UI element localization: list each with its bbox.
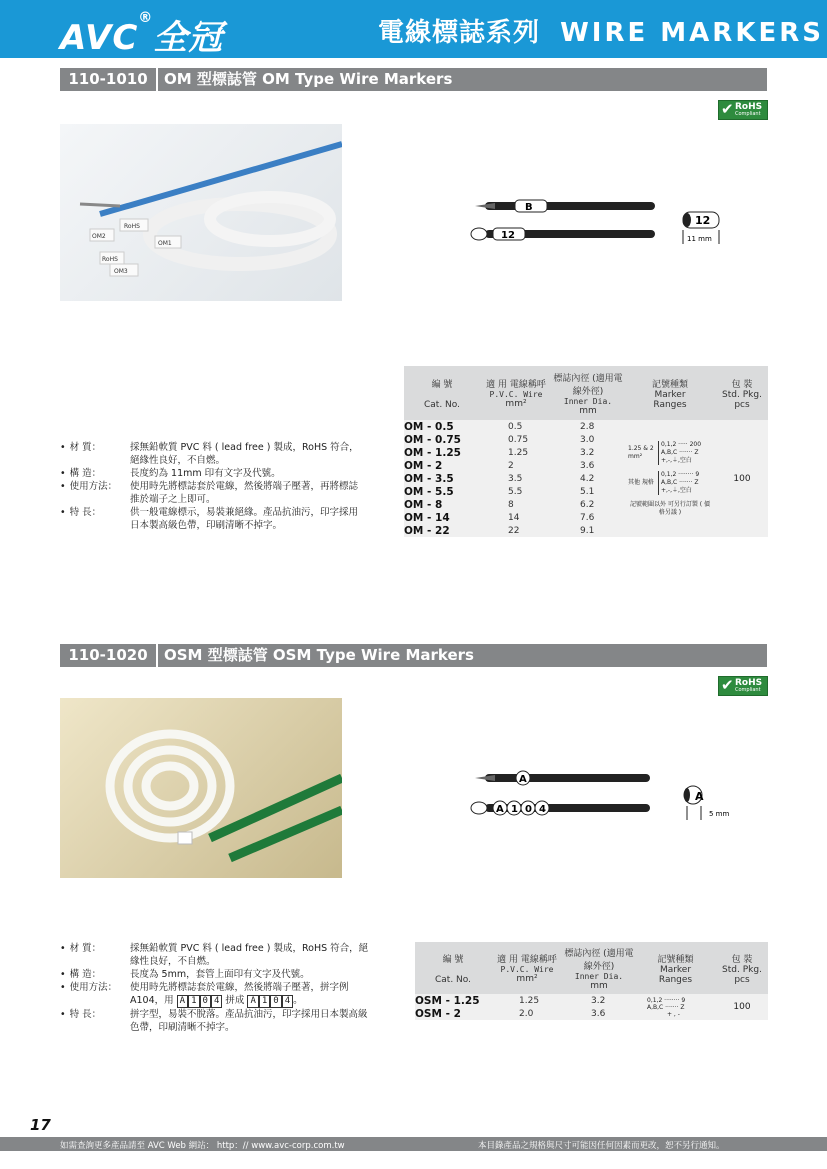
footer-bar	[0, 1137, 827, 1151]
osm-spec-table	[415, 942, 768, 1020]
th-marker: 記號種類 Marker Ranges	[624, 366, 716, 420]
svg-text:12: 12	[695, 214, 711, 227]
om-title: OM 型標誌管 OM Type Wire Markers	[164, 70, 453, 88]
th-pkg: 包 裝 Std. Pkg. pcs	[716, 942, 768, 994]
svg-text:RoHS: RoHS	[124, 223, 140, 230]
svg-text:RoHS: RoHS	[102, 256, 118, 263]
rohs-badge: ✔ RoHS Compliant	[718, 100, 768, 120]
svg-text:OM3: OM3	[114, 268, 128, 275]
table-row: OSM - 2 2.0 3.6	[415, 1007, 606, 1020]
th-wire: 適 用 電線稱呼 P.V.C. Wire mm²	[480, 366, 552, 420]
svg-text:0: 0	[525, 804, 532, 815]
th-dia: 標誌內徑 (適用電線外徑) Inner Dia. mm	[563, 942, 635, 994]
svg-text:A: A	[695, 790, 704, 803]
osm-section-bar	[60, 644, 767, 667]
svg-text:11 mm: 11 mm	[687, 235, 712, 243]
svg-text:12: 12	[501, 230, 515, 241]
footer-right: 本目錄產品之規格與尺寸可能因任何因素而更改，恕不另行通知。	[478, 1141, 725, 1151]
table-row: OM - 3.5 3.5 4.2	[404, 472, 595, 485]
th-cat: 編 號 Cat. No.	[415, 942, 491, 994]
table-row: OM - 14 14 7.6	[404, 511, 595, 524]
page-number: 17	[30, 1116, 51, 1134]
feature-row: • 材 質： 採無鉛軟質 PVC 料 ( lead free ) 製成，RoHS 符合，絕緣性良好，不自燃。	[60, 943, 369, 967]
svg-text:OM2: OM2	[92, 233, 106, 240]
om-product-photo	[60, 124, 342, 301]
series-title: 電線標誌系列 WIRE MARKERS	[378, 18, 824, 48]
svg-text:4: 4	[539, 804, 546, 815]
table-row: OM - 1.25 1.25 3.2	[404, 446, 595, 459]
om-features	[60, 441, 360, 532]
brand-logo: AVC®全冠	[60, 10, 224, 58]
marker-ranges: 0,1,2 ········ 9 A,B,C ······· Z + , -	[647, 996, 686, 1018]
feature-row: • 特 長： 供一般電線標示，易裝兼絕緣。產品抗油污，印字採用日本製高級色帶，印刷清晰不掉字。	[60, 507, 359, 531]
svg-text:1: 1	[511, 804, 518, 815]
rohs-badge: ✔ RoHS Compliant	[718, 676, 768, 696]
om-spec-table	[404, 366, 768, 537]
feature-row: • 構 造： 長度約為 11mm 印有文字及代號。	[60, 468, 281, 479]
table-row: OM - 0.75 0.75 3.0	[404, 433, 595, 446]
table-row: OSM - 1.25 1.25 3.2 0,1,2 ········ 9 A,B,C ······· Z + , - 100	[415, 994, 768, 1007]
feature-row: • 使用方法： 使用時先將標誌套於電線，然後將端子壓著，再將標誌推於端子之上即可。	[60, 481, 359, 505]
om-section-bar	[60, 68, 767, 91]
feature-row: • 材 質： 採無鉛軟質 PVC 料 ( lead free ) 製成，RoHS 符合，絕緣性良好，不自燃。	[60, 442, 359, 466]
th-cat: 編 號 Cat. No.	[404, 366, 480, 420]
om-code: 110-1010	[60, 68, 158, 91]
marker-ranges: 1.25 & 2 mm² 0,1,2 ····· 200 A,B,C ······· Z +,-,⏚,空白 其他 規格 0,1,2 ········ 9 A,B,C ······· Z +,-,⏚,空白 記號範圍以外 可另行訂製 ( 價格另議 )	[628, 440, 711, 516]
svg-text:5 mm: 5 mm	[709, 810, 730, 818]
om-photo-illustration	[60, 124, 342, 301]
th-marker: 記號種類 Marker Ranges	[635, 942, 716, 994]
svg-text:B: B	[525, 202, 533, 213]
svg-text:A: A	[519, 774, 527, 785]
table-row: OM - 0.5 0.5 2.8 1.25 & 2 mm² 0,1,2 ····· 200 A,B,C ······· Z +,-,⏚,空白 其他 規格 0,1,2 ········ 9 A,B,C ······· Z +,-,⏚,空白 記號範圍以外 可另行訂製 ( 價格另議 ) 100	[404, 420, 768, 433]
table-row: OM - 8 8 6.2	[404, 498, 595, 511]
osm-photo-illustration	[60, 698, 342, 878]
osm-features	[60, 942, 370, 1034]
table-row: OM - 2 2 3.6	[404, 459, 595, 472]
th-wire: 適 用 電線稱呼 P.V.C. Wire mm²	[491, 942, 563, 994]
th-dia: 標誌內徑 (適用電線外徑) Inner Dia. mm	[552, 366, 624, 420]
svg-text:OM1: OM1	[158, 240, 172, 247]
osm-product-photo	[60, 698, 342, 878]
table-row: OM - 22 22 9.1	[404, 524, 595, 537]
osm-title: OSM 型標誌管 OSM Type Wire Markers	[164, 646, 474, 664]
check-icon: ✔	[721, 676, 734, 694]
osm-code: 110-1020	[60, 644, 158, 667]
table-row: OM - 5.5 5.5 5.1	[404, 485, 595, 498]
svg-text:A: A	[496, 804, 504, 815]
th-pkg: 包 裝 Std. Pkg. pcs	[716, 366, 768, 420]
osm-wire-diagram	[465, 770, 745, 830]
feature-row: • 使用方法： 使用時先將標誌套於電線，然後將端子壓著，拼字例 A104，用 A 1 0 4 拼成 A 1 0 4 。	[60, 982, 349, 1006]
feature-row: • 構 造： 長度為 5mm，套管上面印有文字及代號。	[60, 969, 310, 980]
check-icon: ✔	[721, 100, 734, 118]
om-wire-diagram	[465, 190, 735, 250]
feature-row: • 特 長： 拼字型，易裝不脫落。產品抗油污，印字採用日本製高級色帶，印刷清晰不掉字。	[60, 1009, 368, 1033]
footer-left: 如需查詢更多產品請至 AVC Web 網站： http：// www.avc-corp.com.tw	[60, 1141, 345, 1151]
